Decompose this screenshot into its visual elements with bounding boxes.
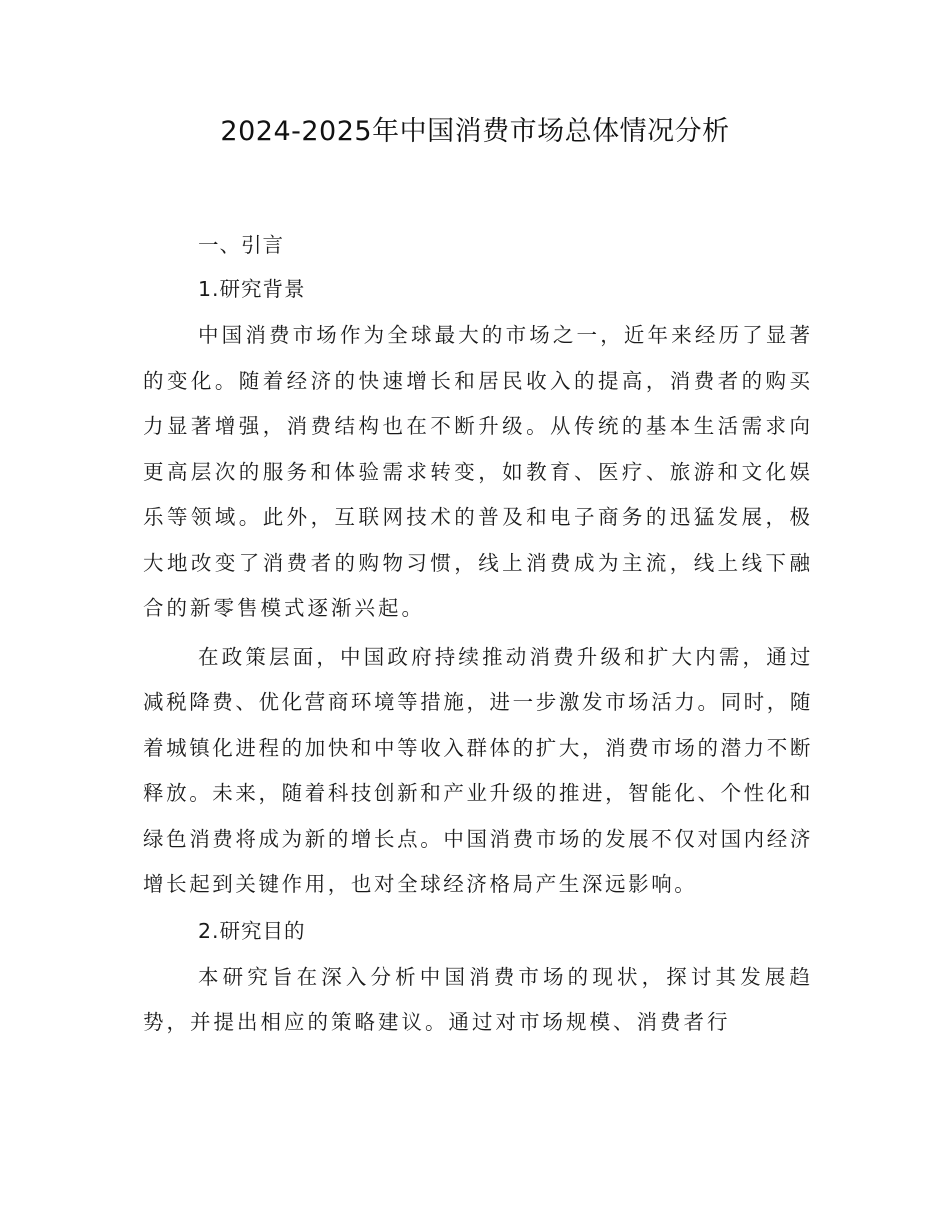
paragraph-purpose-1: 本研究旨在深入分析中国消费市场的现状，探讨其发展趋势，并提出相应的策略建议。通过对市场规模、消费者行 bbox=[143, 964, 813, 1034]
section-heading-introduction: 一、引言 bbox=[198, 233, 284, 257]
subsection-heading-background: 1.研究背景 bbox=[198, 277, 306, 301]
document-title: 2024-2025年中国消费市场总体情况分析 bbox=[220, 116, 730, 147]
subsection-heading-purpose: 2.研究目的 bbox=[198, 918, 306, 943]
document-body bbox=[143, 225, 813, 1049]
paragraph-background-2: 在政策层面，中国政府持续推动消费升级和扩大内需，通过减税降费、优化营商环境等措施，进一步激发市场活力。同时，随着城镇化进程的加快和中等收入群体的扩大，消费市场的潜力不断释放。未来，随着科技创新和产业升级的推进，智能化、个性化和绿色消费将成为新的增长点。中国消费市场的发展不仅对国内经济增长起到关键作用，也对全球经济格局产生深远影响。 bbox=[143, 644, 813, 896]
paragraph-background-1: 中国消费市场作为全球最大的市场之一，近年来经历了显著的变化。随着经济的快速增长和居民收入的提高，消费者的购买力显著增强，消费结构也在不断升级。从传统的基本生活需求向更高层次的服务和体验需求转变，如教育、医疗、旅游和文化娱乐等领域。此外，互联网技术的普及和电子商务的迅猛发展，极大地改变了消费者的购物习惯，线上消费成为主流，线上线下融合的新零售模式逐渐兴起。 bbox=[143, 323, 813, 620]
